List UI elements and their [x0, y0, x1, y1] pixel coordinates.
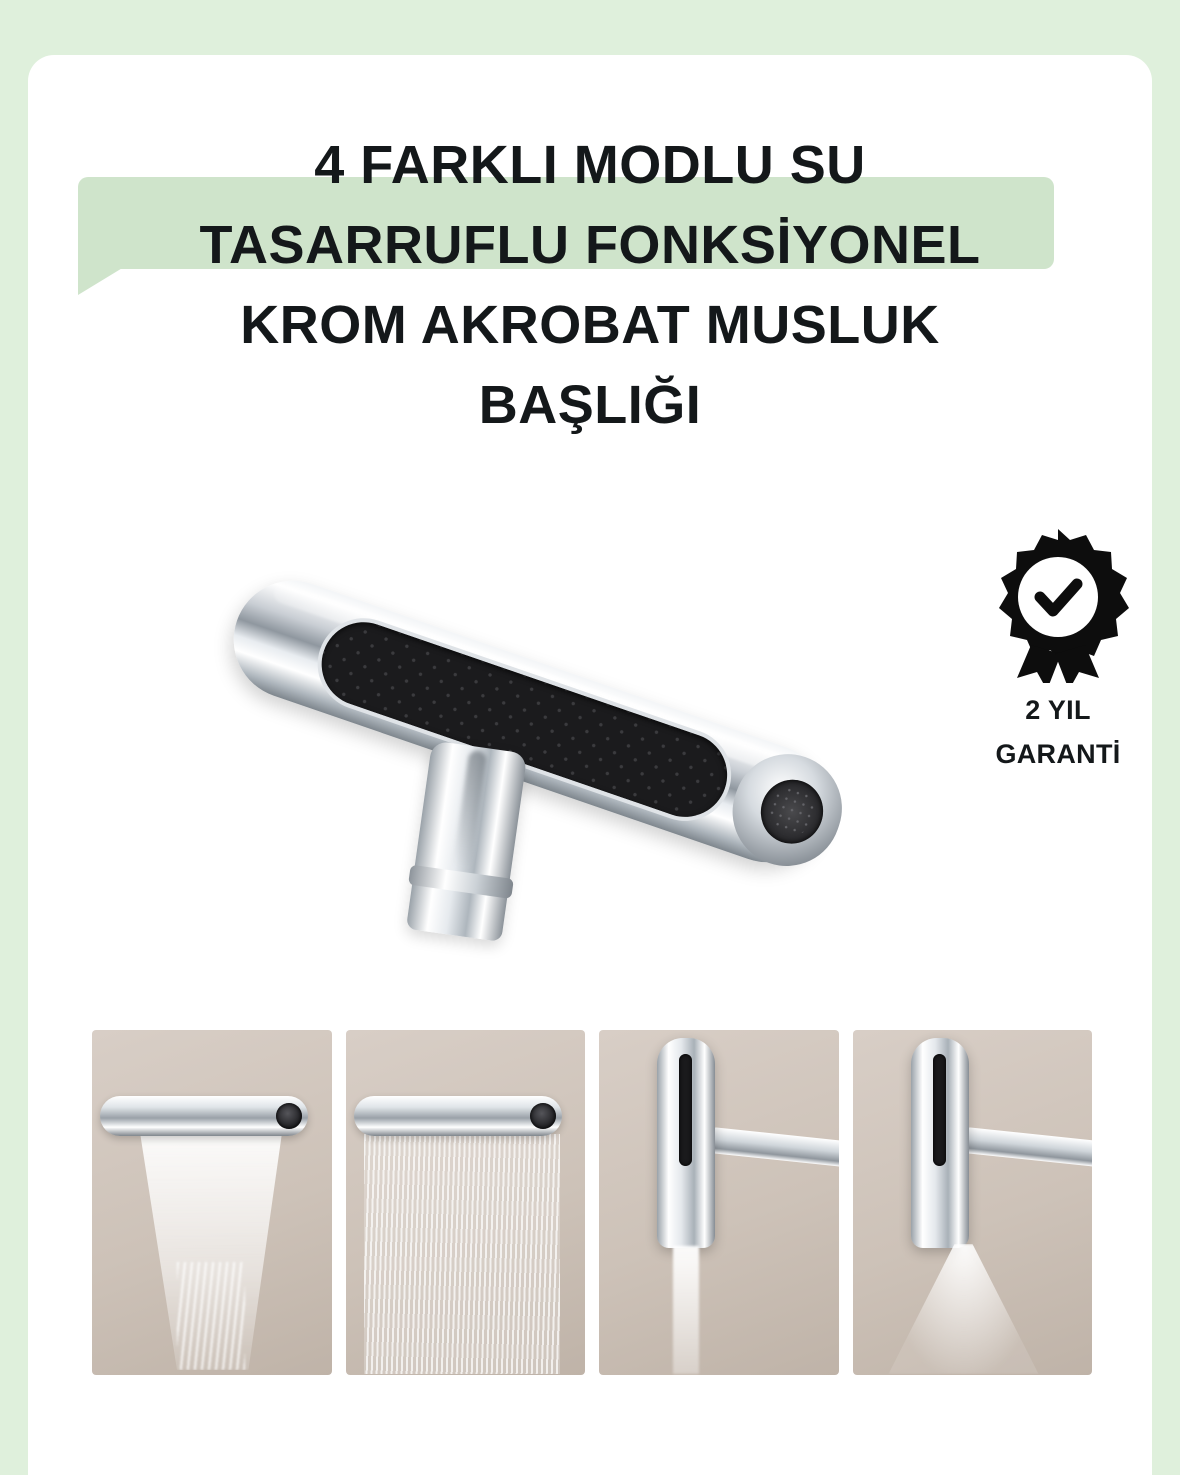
jet-stream [673, 1246, 699, 1374]
faucet-neck [377, 737, 553, 956]
spray-stream [889, 1244, 1039, 1374]
spray-slot [933, 1054, 946, 1166]
banner-card [28, 55, 1152, 1475]
headline-line-1: 4 FARKLI MODLU SU [314, 135, 866, 195]
headline-line-3: KROM AKROBAT MUSLUK [240, 295, 940, 355]
nozzle-tip [276, 1103, 302, 1129]
nozzle-tip [530, 1103, 556, 1129]
check-seal-icon [958, 525, 1152, 683]
faucet-spout-horizontal [354, 1096, 562, 1136]
mode-thumbnails [92, 1030, 1092, 1375]
warranty-badge [958, 525, 1152, 771]
headline-band [28, 115, 1152, 205]
mode-thumb-jet [599, 1030, 839, 1375]
faucet-spout-horizontal [100, 1096, 308, 1136]
faucet-arm [956, 1126, 1092, 1168]
product-hero-image [178, 510, 878, 980]
spray-slot [679, 1054, 692, 1166]
badge-line-2: GARANTİ [995, 739, 1121, 769]
badge-line-1: 2 YIL [1025, 695, 1091, 725]
mode-thumb-spray [853, 1030, 1093, 1375]
faucet-spout-vertical [911, 1038, 969, 1248]
faucet-arm [702, 1126, 838, 1168]
faucet-spout-vertical [657, 1038, 715, 1248]
waterfall-stream [126, 1130, 296, 1370]
mode-thumb-waterfall [92, 1030, 332, 1375]
headline-line-2: TASARRUFLU FONKSİYONEL [199, 215, 981, 275]
headline-line-4: BAŞLIĞI [478, 375, 702, 435]
headline-block [28, 115, 1152, 445]
mode-thumb-rain [346, 1030, 586, 1375]
rain-stream [364, 1134, 560, 1374]
